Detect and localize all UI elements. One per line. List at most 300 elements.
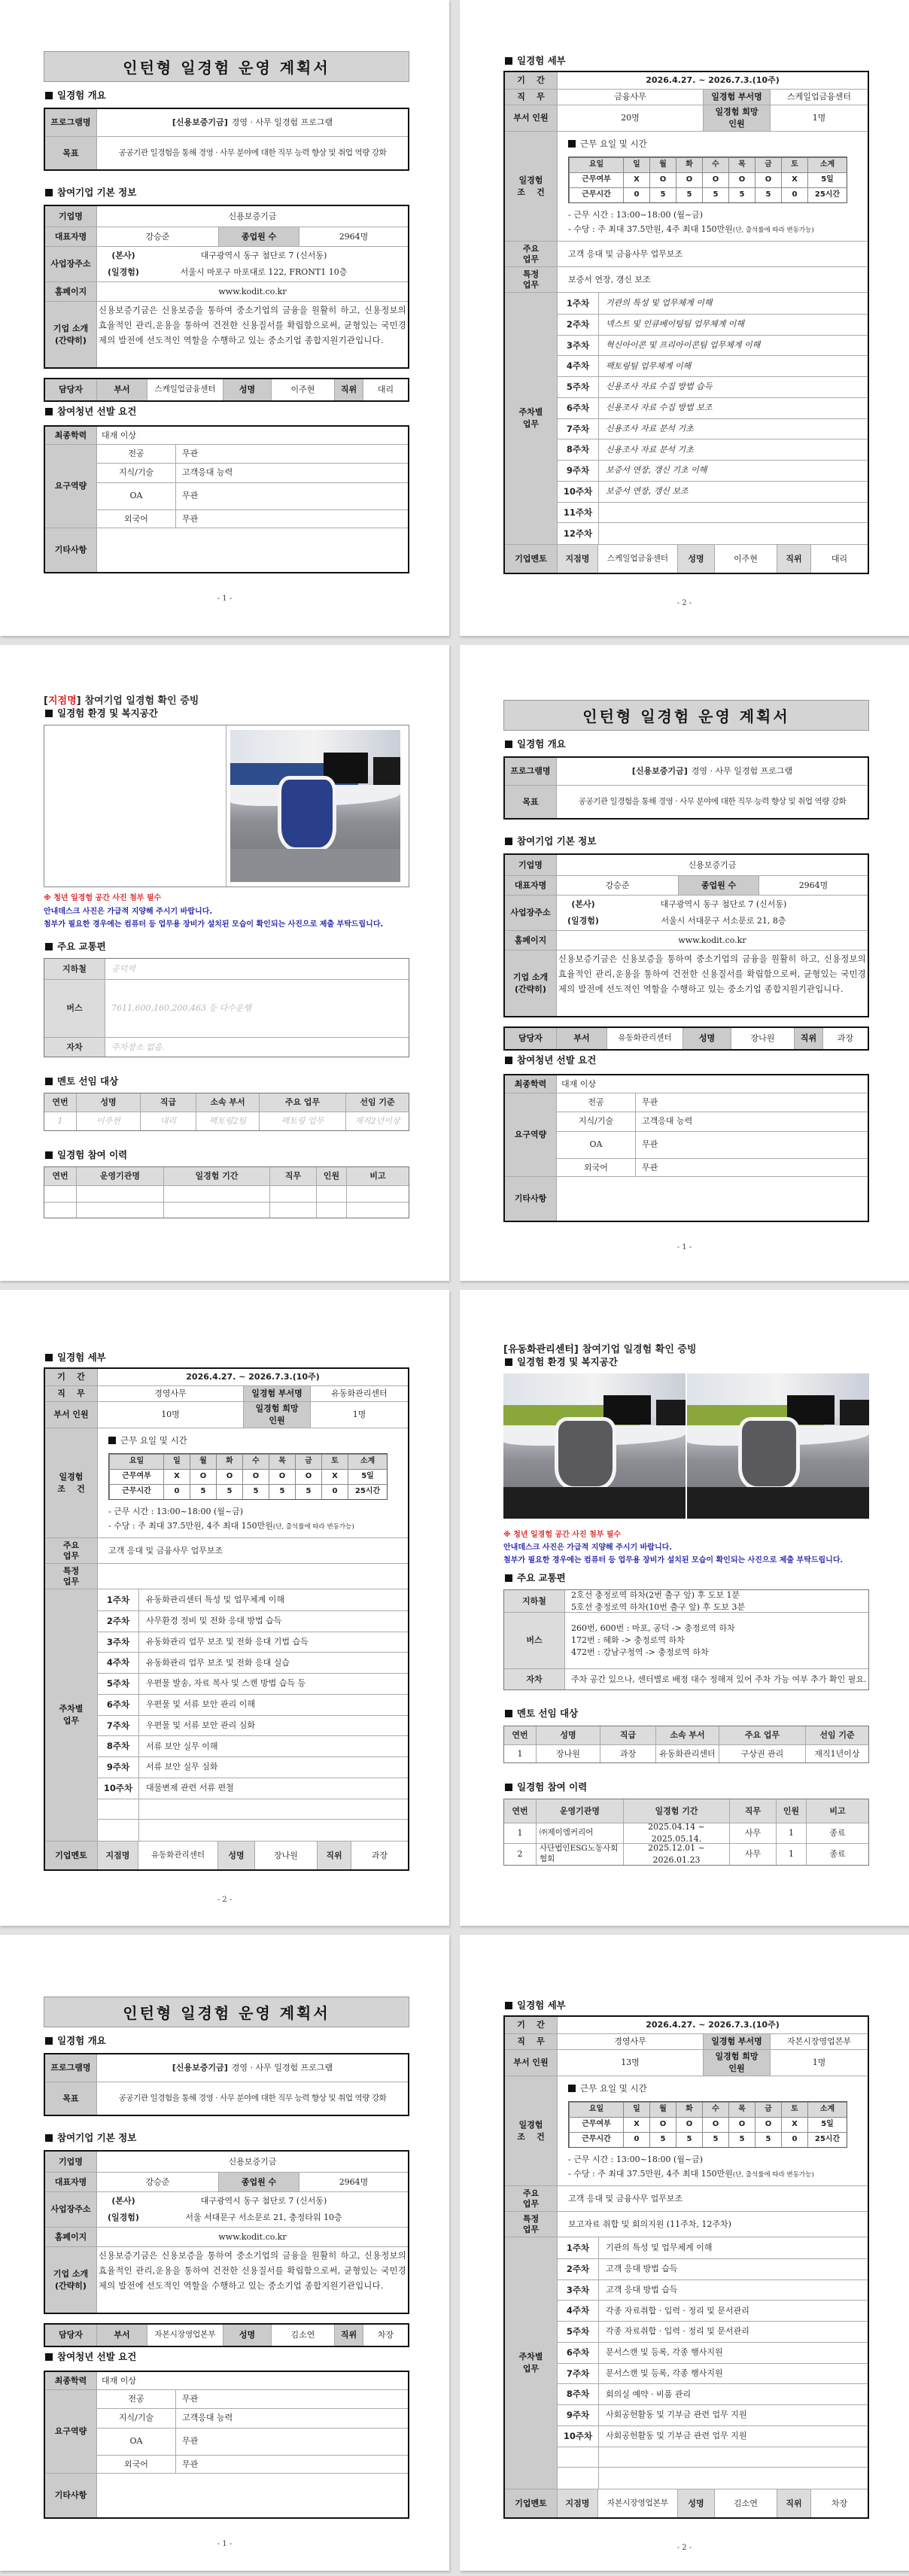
table-cell: 자본시장영업본부 (597, 2489, 677, 2517)
mentor-table (503, 1726, 869, 1763)
table-row (505, 2185, 868, 2211)
bus-line: 260번, 600번 : 마포, 공덕 -> 충정로역 하차 (571, 1623, 735, 1633)
requirements-table (44, 425, 409, 573)
pay-note (568, 224, 814, 236)
table-row (505, 2237, 868, 2489)
table-cell: 사무환경 정비 및 전화 응대 방법 습득 (138, 1611, 408, 1632)
table-cell: 이주현 (76, 1112, 140, 1130)
address-line (97, 264, 408, 281)
square-bullet-icon (505, 1574, 512, 1582)
table-cell: 12주차 (563, 528, 593, 539)
table-cell: 신용조사 자료 분석 기초 (598, 439, 868, 460)
table-cell: 선임 기준 (805, 1726, 868, 1744)
table-cell: 보증서 연장, 갱신 기초 이해 (598, 461, 868, 481)
table-cell: 5 (728, 188, 755, 202)
table-cell: 스케일업금융센터 (597, 545, 677, 573)
table-cell: 1 (776, 1823, 806, 1843)
table-cell: 특정 업무 (45, 1564, 97, 1589)
table-cell: O (649, 2118, 676, 2132)
table-cell: 공공기관 일경험을 통해 경영 · 사무 분야에 대한 직무 능력 향상 및 취업 역량 강화 (96, 137, 408, 169)
table-cell: 5일 (348, 1470, 387, 1484)
evidence-title-text: 참여기업 일경험 확인 증빙 (582, 1344, 697, 1355)
table-cell: 2주차 (106, 1615, 130, 1626)
table-cell: 신용보증기금 (96, 206, 408, 227)
address-value: 서울시 마포구 마포대로 122, FRONT1 10층 (180, 267, 348, 278)
week-row (98, 1652, 408, 1673)
address-value: 서울시 서대문구 서소문로 21, 8층 (661, 916, 786, 926)
table-cell: 대리 (363, 379, 408, 400)
table-cell: 종업원 수 (218, 227, 299, 246)
table-cell (138, 1820, 408, 1841)
table-row (45, 2054, 408, 2082)
address-line (97, 2210, 408, 2226)
table-cell: 버스 (504, 1613, 564, 1668)
table-cell: 2964명 (299, 2173, 408, 2191)
table-cell: 요구역량 (45, 445, 96, 528)
table-cell: 근무여부 (109, 1470, 163, 1484)
table-cell: 2주차 (566, 318, 590, 330)
section-heading-detail (503, 55, 869, 67)
table-cell (96, 528, 408, 572)
document-page (0, 1290, 449, 1926)
table-cell: 신용보증기금은 신용보증을 통하여 중소기업의 금융을 원활히 하고, 신용정보의 효율적인 관리,운용을 통하여 건전한 신용질서를 확립함으로써, 균형있는 국민경제의 발전에 선도적인 역할을 수행하고 있는 중소기업 종합지원기관입니다. (96, 302, 408, 367)
hours-note: - 근무 시간 : 13:00~18:00 (월~금) (568, 2154, 704, 2164)
table-cell: 기 간 (45, 1369, 97, 1385)
table-cell: 김소연 (714, 2489, 777, 2517)
document-page (0, 645, 449, 1281)
branch-tag: 유동화관리센터 (507, 1344, 574, 1355)
address-line (557, 896, 868, 913)
table-cell: 전공 (128, 2393, 144, 2404)
table-row (97, 2455, 408, 2473)
schedule-heading (108, 1434, 187, 1447)
week-row (558, 2425, 868, 2447)
table-row (97, 463, 408, 482)
contact-table (503, 1026, 869, 1051)
table-row (505, 2049, 868, 2076)
section-heading-detail (44, 1352, 409, 1364)
week-row (98, 1799, 408, 1820)
table-row (505, 1093, 868, 1176)
table-cell: 목표 (45, 2082, 96, 2115)
table-row (45, 1537, 408, 1563)
table-cell: 담당자 (45, 2325, 96, 2346)
table-cell: 1 (517, 1748, 523, 1759)
table-cell: 공공기관 일경험을 통해 경영 · 사무 분야에 대한 직무 능력 향상 및 취업 역량 강화 (556, 786, 868, 818)
table-row (45, 2172, 408, 2191)
table-row (45, 1401, 408, 1428)
table-cell: 연번 (504, 1799, 536, 1823)
table-cell: 9주차 (106, 1762, 130, 1773)
branch-tag: 지점명 (47, 695, 77, 707)
week-row (558, 2467, 868, 2489)
competency-group (96, 2390, 408, 2473)
table-cell: 5 (295, 1485, 321, 1499)
address-type: (일경험) (567, 916, 599, 926)
square-bullet-icon (45, 1151, 53, 1159)
week-row (558, 335, 868, 356)
table-cell: 유동화관리센터 (310, 1386, 408, 1401)
subway-lines (111, 963, 135, 975)
header-row (44, 1167, 409, 1185)
table-cell: 운영기관명 (76, 1167, 163, 1185)
photo-guide-note: 안내데스크 사진은 가급적 지양해 주시기 바랍니다. (503, 1543, 673, 1552)
table-row (45, 2152, 408, 2172)
section-heading-mentor (44, 1075, 409, 1087)
table-cell: 팩토링팀 업무체계 이해 (598, 356, 868, 376)
document-title-box (503, 700, 869, 731)
table-cell: 주차장소 없음. (105, 1038, 409, 1057)
table-row (504, 1590, 868, 1612)
table-cell: 1명 (770, 2050, 868, 2076)
table-cell: 6주차 (566, 402, 590, 413)
table-cell: 외국어 (124, 513, 148, 524)
table-cell: 직무 (269, 1167, 316, 1185)
section-heading-text: 주요 교통편 (517, 1572, 566, 1583)
section-heading-overview (44, 90, 409, 102)
document-title: 인턴형 일경험 운영 계획서 (123, 59, 330, 77)
table-row (569, 172, 847, 187)
table-cell: 연번 (504, 1726, 536, 1744)
table-cell: 5 (649, 188, 676, 202)
table-row (505, 89, 868, 105)
schedule-heading-text: 근무 요일 및 시간 (580, 138, 647, 149)
table-cell: 이주현 (271, 379, 334, 400)
table-cell: 신용보증기금은 신용보증을 통하여 중소기업의 금융을 원활히 하고, 신용정보의 효율적인 관리,운용을 통하여 건전한 신용질서를 확립함으로써, 균형있는 국민경제의 발전에 선도적인 역할을 수행하고 있는 중소기업 종합지원기관입니다. (96, 2247, 408, 2313)
table-cell: O (295, 1470, 321, 1484)
evidence-title-text: 참여기업 일경험 확인 증빙 (84, 695, 199, 707)
section-heading-text: 일경험 세부 (57, 1352, 106, 1363)
table-cell: 5일 (807, 2118, 847, 2132)
table-cell: 10주차 (563, 485, 593, 497)
table-cell: X (623, 2118, 649, 2132)
table-cell: 5 (649, 2133, 676, 2147)
company-info-table (44, 205, 409, 369)
schedule-table (568, 2101, 847, 2148)
table-cell: 고객 응대 방법 습득 (598, 2280, 868, 2301)
photo-floor (230, 849, 400, 882)
bracket: ] (573, 1344, 579, 1355)
bus-line: 172번 : 혜화 -> 충정로역 하차 (571, 1635, 685, 1645)
table-cell: 보고자료 취합 및 회의지원 (11주차, 12주차) (557, 2212, 868, 2237)
week-row (98, 1735, 408, 1756)
table-cell (316, 1186, 346, 1202)
week-row (558, 2383, 868, 2404)
table-cell: 3주차 (106, 1636, 130, 1647)
table-cell: 성명 (217, 1842, 254, 1869)
week-row (558, 418, 868, 439)
table-row (45, 1563, 408, 1589)
table-cell: 지점명 (557, 545, 597, 573)
table-cell: 고객 응대 및 금융사무 업무보조 (557, 2186, 868, 2211)
section-heading-history (44, 1149, 409, 1161)
table-cell (598, 2447, 868, 2468)
table-cell (76, 1203, 163, 1218)
section-heading-text: 멘토 선임 대상 (517, 1708, 579, 1719)
table-cell: 외국어 (124, 2459, 148, 2469)
table-cell: 서류 보안 실무 이해 (138, 1736, 408, 1756)
table-row (505, 1028, 868, 1049)
schedule-block (558, 132, 868, 241)
document-title-box (44, 1997, 409, 2027)
program-title: 경영 · 사무 일경험 프로그램 (231, 2063, 333, 2073)
photo-frame (44, 725, 409, 887)
table-cell: 기업명 (45, 2152, 96, 2172)
table-row (109, 1469, 387, 1484)
section-heading-company (503, 835, 869, 847)
table-cell: 유동화관리센터 (607, 1028, 683, 1049)
table-cell: 지점명 (97, 1842, 138, 1869)
table-row (45, 227, 408, 246)
table-cell: 3주차 (566, 2284, 590, 2295)
table-row (44, 1037, 409, 1057)
table-row (109, 1454, 387, 1469)
table-cell: 지식/기술 (118, 467, 154, 478)
photo-floor (687, 1487, 869, 1519)
table-cell: 사단법인ESG노동사회협회 (536, 1844, 623, 1865)
schedule-block (98, 1428, 408, 1537)
table-cell: 문서스캔 및 등록, 각종 행사지원 (598, 2364, 868, 2384)
table-cell: 4주차 (106, 1657, 130, 1668)
table-cell: 대재 이상 (96, 427, 408, 444)
table-cell (346, 1203, 409, 1218)
table-cell: 1주차 (566, 297, 590, 309)
section-heading-text: 일경험 세부 (517, 2000, 566, 2011)
table-cell: 1 (517, 1828, 523, 1838)
table-cell: 강승준 (96, 227, 218, 246)
table-cell: 자본시장영업본부 (147, 2325, 223, 2346)
history-table (503, 1799, 869, 1866)
table-cell: 성명 (536, 1726, 600, 1744)
section-heading-text: 일경험 참여 이력 (517, 1781, 588, 1793)
table-cell: 부서 (96, 2325, 147, 2346)
table-cell: 2964명 (759, 876, 868, 895)
schedule-table (568, 157, 847, 203)
table-cell (598, 503, 868, 523)
table-cell: 소속 부서 (196, 1093, 259, 1112)
table-cell: 무관 (175, 445, 408, 463)
section-heading-requirements (503, 1054, 869, 1066)
square-bullet-icon (505, 1710, 512, 1717)
table-cell: 부서 (556, 1028, 607, 1049)
table-cell: 금 (755, 158, 781, 172)
table-cell: 무관 (175, 2390, 408, 2408)
table-row (44, 1185, 409, 1202)
table-cell: O (242, 1470, 269, 1484)
table-cell: 대재 이상 (556, 1075, 868, 1093)
table-cell: 신용조사 자료 분석 기초 (598, 419, 868, 439)
table-cell (564, 1590, 868, 1612)
table-cell: 직위 (334, 2325, 363, 2346)
table-cell: 과장 (600, 1745, 655, 1762)
table-cell: 보증서 연장, 갱신 보조 (557, 267, 868, 292)
table-cell: 이주현 (714, 545, 777, 573)
week-row (558, 2404, 868, 2425)
table-cell (556, 1177, 868, 1221)
section-heading-text: 참여청년 선발 요건 (517, 1054, 597, 1066)
table-row (569, 2102, 847, 2117)
photo-monitor (373, 757, 400, 787)
table-row (97, 2390, 408, 2408)
table-row (45, 2389, 408, 2473)
table-cell: X (781, 2118, 807, 2132)
table-cell: 5 (702, 2133, 728, 2147)
table-cell (556, 896, 868, 930)
table-row (505, 72, 868, 89)
table-cell: 1명 (770, 105, 868, 131)
table-cell: 2026.4.27. ~ 2026.7.3.(10주) (557, 72, 868, 89)
table-cell: 지식/기술 (118, 2413, 154, 2423)
table-cell: 지하철 (504, 1590, 564, 1612)
bus-lines (571, 1623, 735, 1659)
table-row (97, 509, 408, 528)
table-cell (346, 1186, 409, 1202)
table-cell (98, 1799, 138, 1820)
overview-table (44, 2053, 409, 2116)
competency-group (96, 445, 408, 528)
table-cell: 주차별 업무 (45, 1589, 97, 1841)
table-cell: 5 (702, 188, 728, 202)
table-cell (558, 2447, 598, 2468)
hours-note: - 근무 시간 : 13:00~18:00 (월~금) (108, 1506, 244, 1516)
table-cell: X (321, 1470, 348, 1484)
table-cell: 월 (190, 1455, 216, 1469)
table-cell (269, 1186, 316, 1202)
table-cell (96, 2054, 408, 2082)
table-cell: 무관 (175, 483, 408, 510)
table-row (45, 2191, 408, 2227)
table-cell: 특정 업무 (505, 2212, 557, 2237)
table-cell: 재직2년이상 (345, 1112, 409, 1130)
table-cell: 5일 (807, 173, 847, 187)
table-cell: 무관 (175, 2428, 408, 2456)
table-cell: 기타사항 (505, 1177, 556, 1221)
table-cell: 최종학력 (45, 427, 96, 444)
square-bullet-icon (505, 57, 512, 65)
table-cell: 금 (295, 1455, 321, 1469)
table-row (504, 1843, 868, 1865)
schedule-table (108, 1453, 388, 1500)
company-info-table (44, 2150, 409, 2314)
table-cell: 과장 (822, 1028, 868, 1049)
table-cell: 금 (755, 2103, 781, 2117)
table-cell (98, 1820, 138, 1841)
schedule-heading-text: 근무 요일 및 시간 (580, 2083, 647, 2094)
table-cell (105, 959, 409, 979)
table-cell: 근무시간 (569, 2133, 623, 2147)
table-cell: 대물변제 관련 서류 편철 (138, 1778, 408, 1799)
week-row (558, 2258, 868, 2279)
table-cell: 문서스캔 및 등록, 각종 행사지원 (598, 2343, 868, 2363)
table-cell: 신용보증기금 (96, 2152, 408, 2172)
table-cell: 기업명 (45, 206, 96, 227)
table-cell: 10주차 (563, 2430, 593, 2441)
table-row (44, 959, 409, 979)
table-cell: OA (129, 2436, 143, 2447)
table-cell: 대재 이상 (96, 2372, 408, 2389)
table-cell (163, 1186, 269, 1202)
table-cell: 선임 기준 (345, 1093, 409, 1112)
table-row (505, 544, 868, 573)
office-photo (230, 730, 400, 882)
section-heading-text: 일경험 환경 및 복지공간 (57, 707, 158, 719)
table-cell: 목 (728, 158, 755, 172)
table-cell: 담당자 (45, 379, 96, 400)
table-cell: 부서 (96, 379, 147, 400)
table-cell: 소계 (807, 158, 847, 172)
table-cell: 지식/기술 (578, 1116, 614, 1127)
table-cell: 일경험 조 건 (505, 2076, 557, 2185)
photo-required-note: ※ 청년 일경험 공간 사진 첨부 필수 (44, 894, 162, 902)
square-bullet-icon (45, 1354, 53, 1361)
table-cell: 종업원 수 (218, 2173, 299, 2191)
table-cell: 1주차 (566, 2242, 590, 2253)
mentor-table (44, 1093, 409, 1131)
table-cell (557, 132, 868, 241)
table-row (109, 1484, 387, 1499)
square-bullet-icon (45, 2134, 53, 2142)
table-cell (76, 1186, 163, 1202)
photo-guide-note: 첨부가 필요한 경우에는 컴퓨터 등 업무용 장비가 설치된 모습이 확인되는 사진으로 제출 부탁드립니다. (44, 920, 384, 929)
table-cell: 대리 (140, 1112, 196, 1130)
table-cell: 8주차 (566, 444, 590, 455)
table-row (97, 2428, 408, 2456)
table-cell: 일경험 희망 인원 (703, 105, 770, 131)
table-row (504, 1668, 868, 1689)
table-cell: 무관 (175, 2456, 408, 2473)
table-cell (557, 2076, 868, 2185)
table-cell: X (623, 173, 649, 187)
table-row (45, 1369, 408, 1385)
table-cell: 무관 (635, 1093, 868, 1112)
address-line (97, 248, 408, 264)
table-cell (96, 109, 408, 136)
table-cell: O (676, 173, 702, 187)
table-row (44, 1112, 409, 1130)
table-cell: 1 (776, 1844, 806, 1865)
table-row (45, 444, 408, 528)
table-cell: 기업멘토 (45, 1842, 97, 1869)
table-cell: 부서 인원 (505, 105, 557, 131)
address-type: (일경험) (108, 2213, 139, 2223)
table-cell: 사무 (729, 1844, 776, 1865)
table-cell: 근무시간 (569, 188, 623, 202)
document-page (0, 1935, 449, 2571)
bracket: ] (76, 695, 81, 707)
weekly-tasks (557, 293, 868, 544)
table-cell: 무관 (175, 510, 408, 528)
table-cell: 유동화관리센터 특성 및 업무체계 이해 (138, 1589, 408, 1610)
table-cell: 사업장주소 (505, 896, 556, 930)
table-row (505, 2076, 868, 2185)
table-cell: 5 (216, 1485, 242, 1499)
table-row (45, 427, 408, 444)
table-cell: 직위 (317, 1842, 351, 1869)
table-row (504, 1823, 868, 1843)
week-row (558, 522, 868, 544)
table-cell: 우편물 및 서류 보안 관리 이해 (138, 1695, 408, 1715)
address-value: 대구광역시 동구 첨단로 7 (신서동) (660, 899, 787, 910)
table-cell: 2 (517, 1849, 523, 1860)
table-cell: 일경험 희망 인원 (703, 2050, 770, 2076)
detail-table (503, 2015, 869, 2519)
table-cell: 고객 응대 및 금융사무 업무보조 (97, 1538, 408, 1563)
table-cell: 기업 소개 (간략히) (45, 302, 96, 367)
table-cell: 장나원 (536, 1745, 600, 1762)
week-row (558, 2237, 868, 2258)
pay-note-small: (단, 출석률에 따라 변동가능) (732, 2170, 814, 2179)
table-cell: 25시간 (348, 1485, 387, 1499)
